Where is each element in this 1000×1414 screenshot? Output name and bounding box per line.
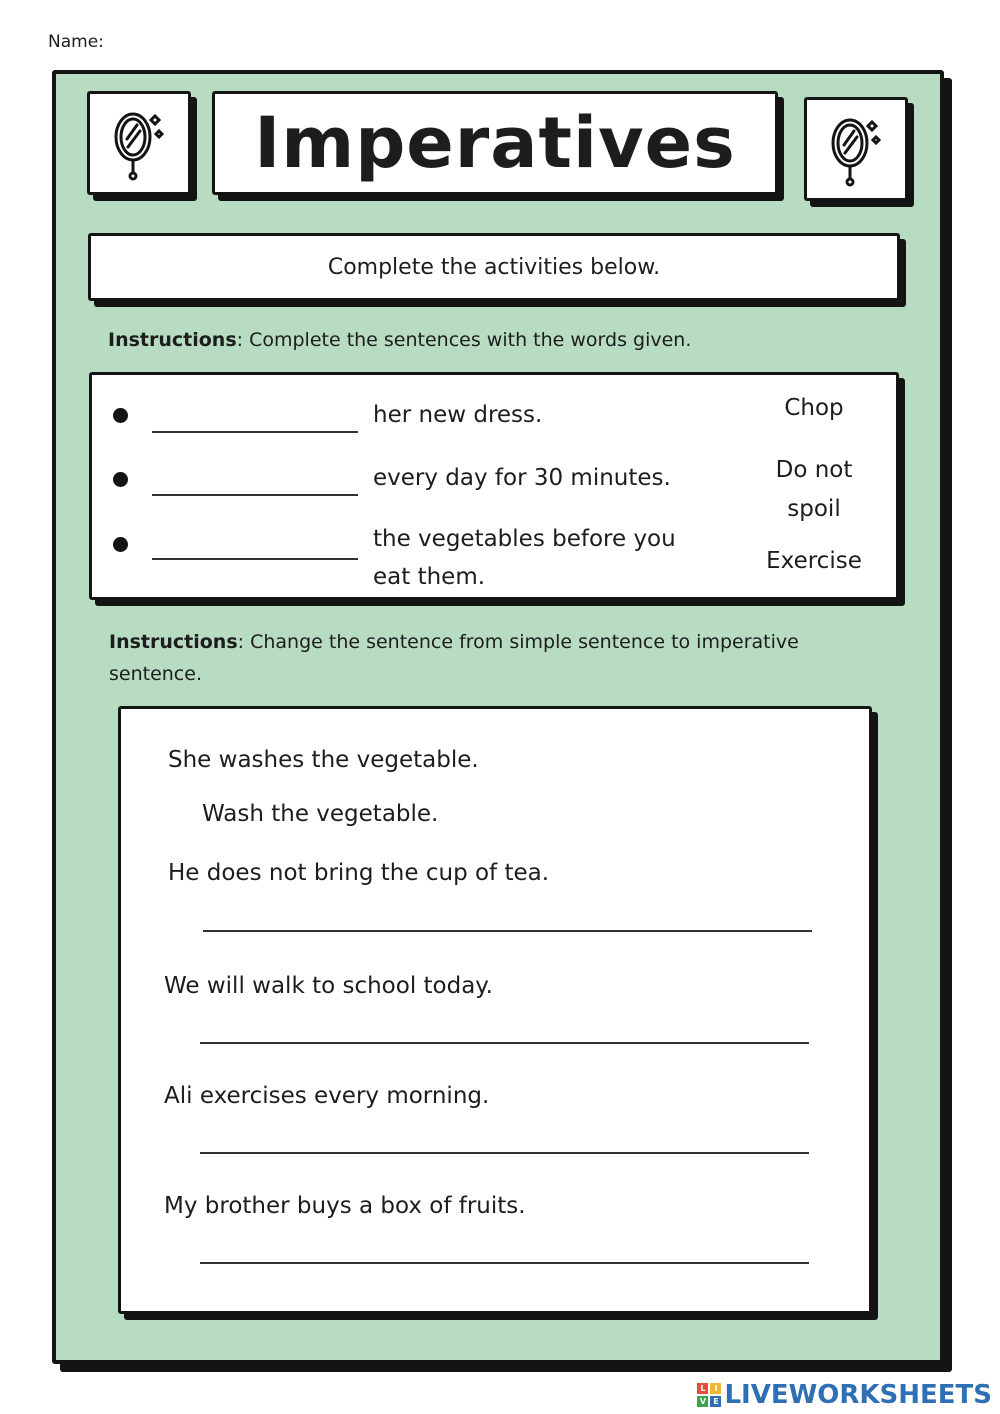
instructions-2-label: Instructions [109, 631, 238, 653]
hand-mirror-icon [816, 109, 896, 189]
hand-mirror-icon [99, 103, 179, 183]
question-4: My brother buys a box of fruits. [164, 1193, 526, 1219]
right-icon-box [804, 97, 908, 201]
sentence-2: every day for 30 minutes. [373, 465, 671, 491]
instructions-1-text: : Complete the sentences with the words given. [236, 329, 692, 351]
instructions-2-text: : Change the sentence from simple sentence to imperative [237, 631, 799, 653]
logo-letter: V [697, 1396, 708, 1407]
answer-line-3[interactable] [200, 1152, 809, 1154]
answer-line-1[interactable] [203, 930, 812, 932]
answer-blank-3[interactable] [152, 558, 358, 560]
exercise-1-box [89, 372, 899, 600]
instructions-2-text-cont: sentence. [109, 663, 202, 685]
logo-letter: I [710, 1383, 721, 1394]
sentence-3-line-2: eat them. [373, 564, 486, 590]
question-1: He does not bring the cup of tea. [168, 860, 550, 886]
question-2: We will walk to school today. [164, 973, 493, 999]
subtitle: Complete the activities below. [327, 254, 661, 280]
example-answer: Wash the vegetable. [202, 801, 439, 827]
exercise-2-box [118, 706, 872, 1314]
word-bank-exercise: Exercise [766, 548, 862, 574]
bullet-icon [113, 537, 128, 552]
sentence-3-line-1: the vegetables before you [373, 526, 676, 552]
logo-letter: E [710, 1396, 721, 1407]
page-title: Imperatives [254, 102, 736, 184]
instructions-1 [108, 324, 691, 356]
title-box [212, 91, 778, 195]
instructions-2 [109, 626, 869, 690]
answer-blank-1[interactable] [152, 431, 358, 433]
instructions-1-label: Instructions [108, 329, 237, 351]
question-3: Ali exercises every morning. [164, 1083, 490, 1109]
example-question: She washes the vegetable. [168, 747, 479, 773]
answer-blank-2[interactable] [152, 494, 358, 496]
word-bank-spoil: spoil [787, 496, 841, 522]
logo-letter: L [697, 1383, 708, 1394]
word-bank-do-not: Do not [775, 457, 853, 483]
subtitle-box [88, 233, 900, 301]
name-label: Name: [48, 32, 104, 52]
liveworksheets-watermark [697, 1380, 992, 1410]
answer-line-4[interactable] [200, 1262, 809, 1264]
sentence-1: her new dress. [373, 402, 543, 428]
left-icon-box [87, 91, 191, 195]
bullet-icon [113, 472, 128, 487]
word-bank-chop: Chop [784, 395, 844, 421]
liveworksheets-brand: LIVEWORKSHEETS [724, 1380, 992, 1410]
bullet-icon [113, 408, 128, 423]
answer-line-2[interactable] [200, 1042, 809, 1044]
liveworksheets-logo-icon [697, 1383, 721, 1407]
